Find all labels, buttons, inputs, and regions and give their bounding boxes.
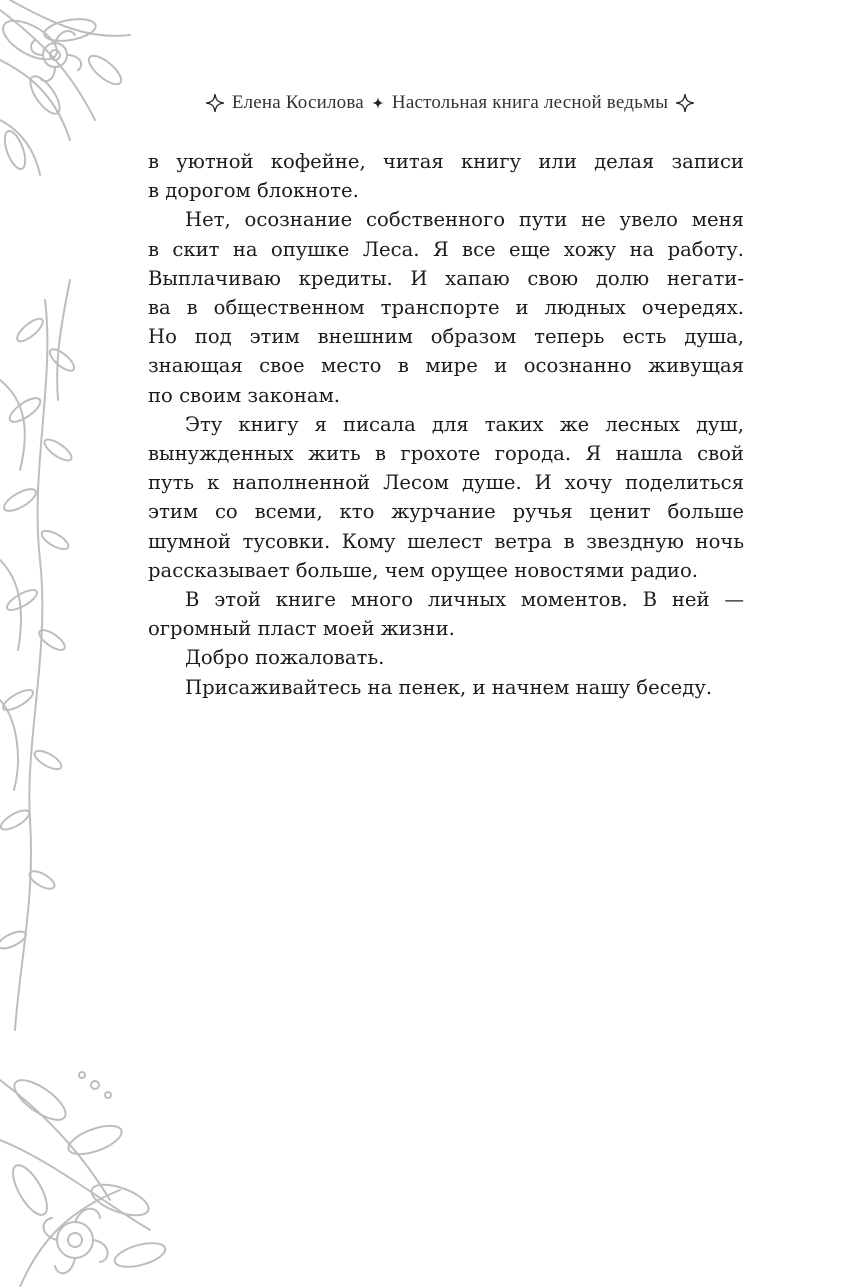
text-line: шумной тусовки. Кому шелест ветра в звездную ночь: [148, 529, 744, 553]
text-line: Эту книгу я писала для таких же лесных душ,: [185, 412, 744, 436]
text-line: рассказывает больше, чем орущее новостями радио.: [148, 558, 699, 582]
body-text: [148, 147, 744, 702]
text-line: ва в общественном транспорте и людных очередях.: [148, 296, 744, 320]
author-name: Елена Косилова: [231, 92, 364, 113]
four-point-star-icon: [206, 94, 224, 112]
text-line: Но под этим внешним образом теперь есть душа,: [148, 325, 744, 349]
text-line: в уютной кофейне, читая книгу или делая записи: [148, 150, 744, 173]
text-line: огромный пласт моей жизни.: [148, 617, 455, 641]
text-line: путь к наполненной Лесом душе. И хочу поделиться: [148, 471, 744, 495]
text-line: В этой книге много личных моментов. В ней —: [185, 588, 744, 612]
text-line: по своим законам.: [148, 383, 341, 407]
text-line: Добро пожаловать.: [185, 646, 385, 670]
running-head: [150, 92, 750, 114]
four-point-star-icon: [676, 94, 694, 112]
book-title: Настольная книга лесной ведьмы: [391, 92, 669, 113]
diamond-star-icon: [372, 97, 384, 109]
text-line: знающая свое место в мире и осознанно живущая: [148, 354, 744, 378]
text-line: Выплачиваю кредиты. И хапаю свою долю негати-: [148, 266, 744, 290]
text-line: Присаживайтесь на пенек, и начнем нашу беседу.: [185, 675, 713, 699]
text-line: этим со всеми, кто журчание ручья ценит больше: [148, 500, 744, 524]
text-line: в дорогом блокноте.: [148, 179, 359, 203]
text-line: в скит на опушке Леса. Я все еще хожу на работу.: [148, 237, 744, 261]
text-line: Нет, осознание собственного пути не увело меня: [185, 208, 744, 232]
text-line: вынужденных жить в грохоте города. Я нашла свой: [148, 442, 744, 466]
